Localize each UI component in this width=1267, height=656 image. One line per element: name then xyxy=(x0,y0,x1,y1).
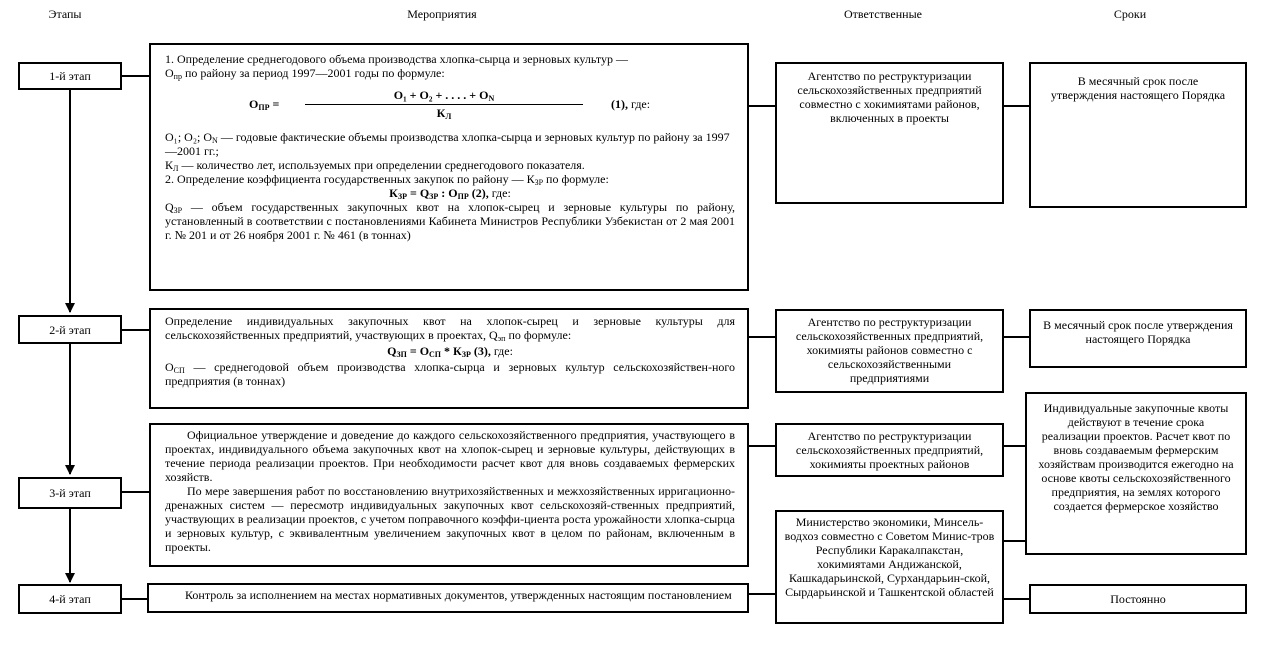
stage-2-box xyxy=(18,315,122,344)
stage-2-responsible-box xyxy=(775,309,1004,393)
formula-3: $Q_{ЗП} = О_{СП} * К_{ЗР}$ (3), где: xyxy=(387,344,513,359)
formula-1-numerator: O₁ + O₂ + . . . . + $O_N$ xyxy=(393,88,495,103)
stage-3-para-1: Официальное утверждение и доведение до каждого сельскохозяйственного предприятия, участвующего в проектах, индивидуального объема закупочных квот на хлопок-сырец и зерновые культуры, действующих в течение периода реализации проектов. При необходимости расчет квот для вновь создаваемых фермерских хозяйств. xyxy=(165,428,735,484)
stage-3-label: 3-й этап xyxy=(49,486,91,500)
stage-1-deadline-text: В месячный срок после утверждения настоящего Порядка xyxy=(1050,74,1226,102)
stage-1-para-1: 1. Определение среднегодового объема производства хлопка-сырца и зерновых культур — $О_{пр}$ по району за период 1997—2001 годы по формуле: xyxy=(165,52,628,81)
stage-2-action-box xyxy=(149,308,749,409)
stage-4-label: 4-й этап xyxy=(49,592,91,606)
formula-1-fraction-bar xyxy=(305,104,583,105)
stage-1-def-1: О₁; О₂; $О_N$ — годовые фактические объемы производства хлопка-сырца и зерновых культур по району за 1997—2001 гг.; xyxy=(165,130,730,158)
stage-3-responsible-box xyxy=(775,423,1004,477)
header-deadlines: Сроки xyxy=(1113,7,1147,21)
formula-1 xyxy=(165,88,735,124)
stage-1-box xyxy=(18,62,122,90)
stage-1-action-box xyxy=(149,43,749,291)
stage-2-para-1: Определение индивидуальных закупочных квот на хлопок-сырец и зерновые культуры для сельскохозяйственных предприятий, участвующих в проектах, $Q_{эп}$ по формуле: xyxy=(165,314,735,343)
stage-3-action-box xyxy=(149,423,749,567)
formula-2: $К_{ЗР} = Q_{ЗР}$ : $О_{ПР}$ (2), где: xyxy=(389,186,511,201)
formula-1-tag: (1), где: xyxy=(611,97,651,111)
header-actions: Мероприятия xyxy=(407,7,477,21)
stage-3-deadline-box xyxy=(1025,392,1247,555)
stage-3-deadline-text: Индивидуальные закупочные квоты действуют в течение срока реализации проектов. Расчет квот по вновь создаваемым фермерским хозяйствам производится ежегодно на основе квоты сельскохозяйственного предприятия, на землях которого создается фермерское хозяйство xyxy=(1038,401,1234,513)
header-responsible: Ответственные xyxy=(844,7,922,21)
stage-4-text: Контроль за исполнением на местах нормативных документов, утвержденных настоящим постановлением xyxy=(185,588,732,602)
stage-1-def-3: $Q_{ЗР}$ — объем государственных закупочных квот на хлопок-сырец и зерновые культуры по району, установленный в соответствии с постановлениями Кабинета Министров Республики Узбекистан от 2 мая 2001 г. № 201 и от 26 ноября 2001 г. № 461 (в тоннах) xyxy=(165,200,735,242)
stage-4-deadline-box xyxy=(1029,584,1247,614)
stage-1-para-2: 2. Определение коэффициента государственных закупок по району — $К_{ЗР}$ по формуле: xyxy=(165,172,609,187)
stage-3-para-2: По мере завершения работ по восстановлению внутрихозяйственных и межхозяйственных ирригационно-дренажных систем — пересмотр индивидуальных закупочных квот сельскохозяй-ственных предприятий, участвующих в реализации проектов, с учетом поправочного коэффи-циента роста урожайности хлопка-сырца и зерновых культур, с эквивалентным увеличением закупочных квот в целом по районам, включенным в проекты. xyxy=(165,484,735,554)
stage-1-responsible-box xyxy=(775,62,1004,204)
stage-1-deadline-box xyxy=(1029,62,1247,208)
stage-4-action-box xyxy=(147,583,749,613)
stage-3-4-responsible-text: Министерство экономики, Минсель-водхоз совместно с Советом Минис-тров Республики Каракалпакстан, хокимиятами Андижанской, Кашкадарьинской, Сурхандарьин-ской, Сырдарьинской и Ташкентской областей xyxy=(784,515,995,599)
stage-1-responsible-text: Агентство по реструктуризации сельскохозяйственных предприятий совместно с хокимиятами районов, включенных в проекты xyxy=(797,69,982,125)
stage-3-box xyxy=(18,477,122,509)
stage-2-def: $О_{СП}$ — среднегодовой объем производства хлопка-сырца и зерновых культур сельскохозяйствен-ного предприятия (в тоннах) xyxy=(165,360,735,388)
stage-2-label: 2-й этап xyxy=(49,322,91,337)
formula-1-denominator: $К_Л$ xyxy=(436,106,452,121)
stage-1-label: 1-й этап xyxy=(49,69,91,83)
stage-2-deadline-box xyxy=(1029,309,1247,368)
stage-3-responsible-text: Агентство по реструктуризации сельскохозяйственных предприятий, хокимияты проектных районов xyxy=(795,429,984,471)
stage-3-4-responsible-box xyxy=(775,510,1004,624)
formula-1-lhs: $O_{ПР}$ = xyxy=(249,97,280,112)
stage-4-deadline-text: Постоянно xyxy=(1110,592,1166,606)
stage-1-def-2: $К_Л$ — количество лет, используемых при определении среднегодового показателя. xyxy=(165,158,585,173)
stage-2-deadline-text: В месячный срок после утверждения настоящего Порядка xyxy=(1043,318,1233,346)
header-stages: Этапы xyxy=(48,7,82,21)
stage-2-responsible-text: Агентство по реструктуризации сельскохозяйственных предприятий, хокимияты районов совместно с сельскохозяйственными предприятиями xyxy=(795,315,984,385)
stage-4-box xyxy=(18,584,122,614)
